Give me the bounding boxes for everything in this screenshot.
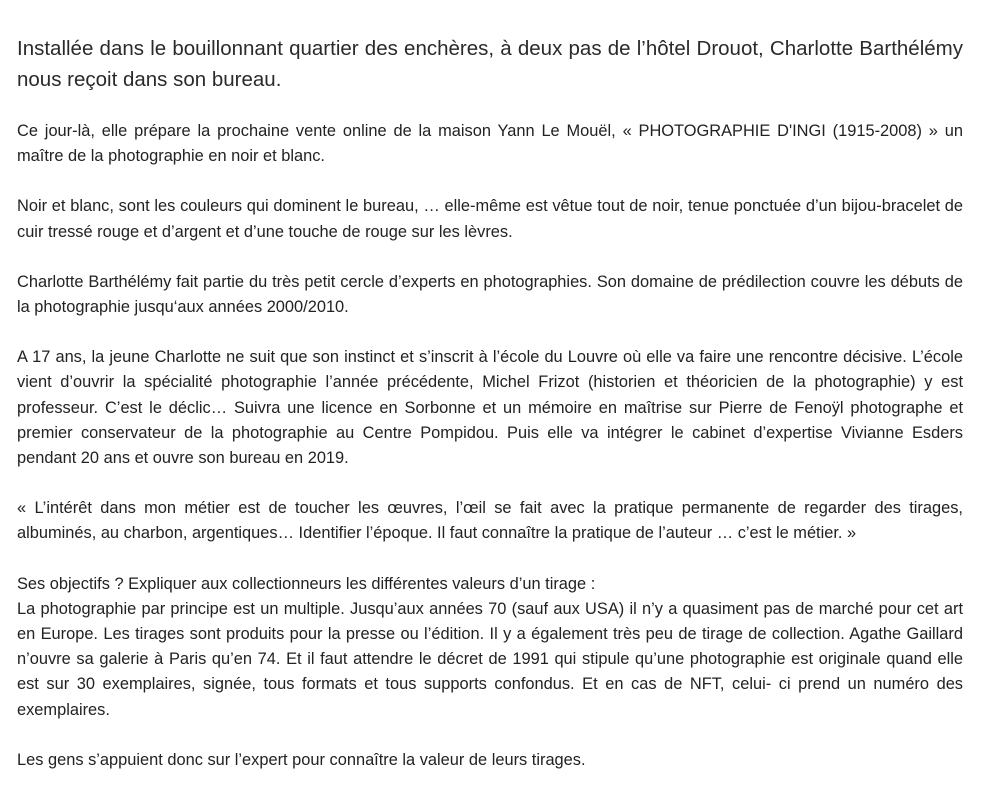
paragraph-expert-circle: Charlotte Barthélémy fait partie du très petit cercle d’experts en photographies. Son domaine de prédilection couvre les débuts de la photographie jusqu‘aux années 2000/2010. xyxy=(17,272,963,317)
paragraph-biography: A 17 ans, la jeune Charlotte ne suit que son instinct et s’inscrit à l’école du Louvre où elle va faire une rencontre décisive. L’école vient d’ouvrir la spécialité photographie l’année précédente, Michel Frizot (historien et théoricien de la photographie) y est professeur. C’est le déclic… Suivra une licence en Sorbonne et un mémoire en maîtrise sur Pierre de Fenoÿl photographe et premier conservateur de la photographie au Centre Pompidou. Puis elle va intégrer le cabinet d’expertise Vivianne Esders pendant 20 ans et ouvre son bureau en 2019. xyxy=(17,348,963,468)
paragraph-office-colors: Noir et blanc, sont les couleurs qui dominent le bureau, … elle-même est vêtue tout de noir, tenue ponctuée d’un bijou-bracelet de cuir tressé rouge et d’argent et d’une touche de rouge sur les lèvres. xyxy=(17,197,963,241)
paragraph-closing: Les gens s’appuient donc sur l’expert pour connaître la valeur de leurs tirages. xyxy=(17,750,586,769)
objectives-body: La photographie par principe est un multiple. Jusqu’aux années 70 (sauf aux USA) il n’y a quasiment pas de marché pour cet art en Europe. Les tirages sont produits pour la presse ou l’édition. Il y a également très peu de tirage de collection. Agathe Gaillard n’ouvre sa galerie à Paris qu’en 74. Et il faut attendre le décret de 1991 qui stipule qu’une photographie est originale quand elle est sur 30 exemplaires, signée, tous formats et tous supports confondus. Et en cas de NFT, celui- ci prend un numéro des exemplaires. xyxy=(17,599,963,719)
paragraph-quote: « L’intérêt dans mon métier est de toucher les œuvres, l’œil se fait avec la pratique permanente de regarder des tirages, albuminés, au charbon, argentiques… Identifier l’époque. Il faut connaître la pratique de l’auteur … c’est le métier. » xyxy=(17,499,963,543)
article-body xyxy=(17,33,963,798)
article-lead: Installée dans le bouillonnant quartier des enchères, à deux pas de l’hôtel Drouot, Charlotte Barthélémy nous reçoit dans son bureau. xyxy=(17,37,963,91)
paragraph-sale: Ce jour-là, elle prépare la prochaine vente online de la maison Yann Le Mouël, « PHOTOGRAPHIE D'INGI (1915-2008) » un maître de la photographie en noir et blanc. xyxy=(17,122,963,166)
objectives-heading: Ses objectifs ? Expliquer aux collectionneurs les différentes valeurs d’un tirage : xyxy=(17,574,596,593)
